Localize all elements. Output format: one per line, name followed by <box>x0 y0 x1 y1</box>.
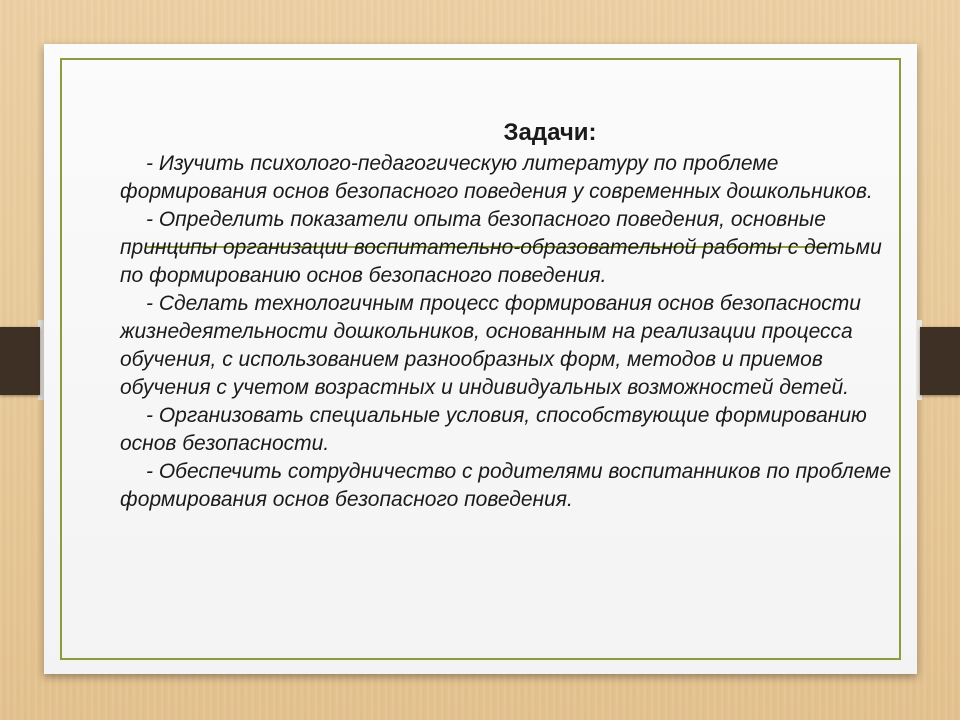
slide-title: Задачи: <box>503 119 597 146</box>
task-item-1: - Изучить психолого-педагогическую литературу по проблеме формирования основ безопасного поведения у современных дошкольников. <box>120 152 873 203</box>
task-item-5: - Обеспечить сотрудничество с родителями воспитанников по проблеме формирования основ безопасного поведения. <box>120 460 892 511</box>
task-item-2: - Определить показатели опыта безопасного поведения, основные принципы организации воспитательно-образовательной работы с детьми по формированию основ безопасного поведения. <box>120 208 882 287</box>
task-item-3: - Сделать технологичным процесс формирования основ безопасности жизнедеятельности дошкольников, основанным на реализации процесса обучения, с использованием разнообразных форм, методов и приемов обучения с учетом возрастных и индивидуальных возможностей детей. <box>120 292 861 399</box>
task-item-4: - Организовать специальные условия, способствующие формированию основ безопасности. <box>120 404 867 455</box>
slide-content <box>120 118 910 514</box>
slide-paper <box>44 44 917 674</box>
right-binder-tab <box>920 327 960 395</box>
left-binder-tab <box>0 327 40 395</box>
